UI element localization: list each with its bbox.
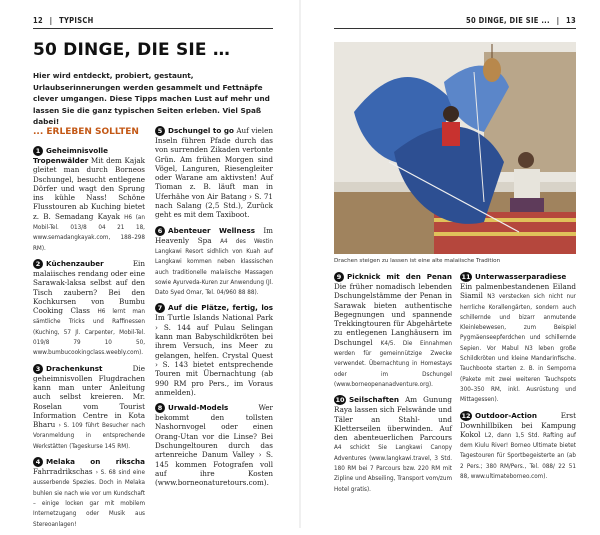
list-item	[334, 395, 452, 494]
item-number: 8	[155, 403, 165, 413]
item-body: Fahrradrikschas	[33, 467, 93, 477]
item-body: Ein palmenbestandenen Eiland Siamil	[460, 282, 576, 301]
item-heading: Seilschaften	[349, 395, 400, 405]
item-body: Die früher nomadisch lebenden Dschungelstämme der Penan in Sarawak bieten authentische Begegnungen und spannende Trekkingtouren für Abgehärtete zu entlegenen Langhäusern im Dschungel	[334, 282, 452, 347]
item-reference: L2, dann 1,5 Std. Rafting auf dem Kiulu River! Borneo Ultimate bietet Tagestouren für Sportbegeisterte an (ab 2 Pers.; 380 RM/Pers., Tel. 088/ 22 51 88, www.ultimateborneo.com).	[460, 431, 576, 481]
list-item	[33, 364, 145, 451]
item-body: Wer bekommt den tollsten Nashornvogel oder einen Orang-Utan vor die Linse? Bei Dschungeltouren durch das artenreiche Danum Valley › S. 145 kommen Fotografen voll auf ihre Kosten (www.borneonaturetours.com).	[155, 403, 273, 488]
item-body: Auf vielen Inseln führen Pfade durch das von surrenden Zikaden vertonte Grün. Am frühen Morgen sind Vögel, Languren, Riesengleiter oder Warane am aktivsten! Auf Tioman z. B. läuft man in Uferhähe von Air Batang › S. 71 nach Salang (2,5 Std.), Zurück geht es mit dem Taxiboot.	[155, 126, 273, 220]
item-reference-2: N3 leben große Schildkröten und kleine Mandarinfische. Tauchboote starten z. B. in Semporna (Pakete mit zwei weiteren Tauchspots 300–350 RM, inkl. Ausrüstung und Mittagessen).	[460, 344, 577, 404]
item-number: 2	[33, 259, 43, 269]
page-number-right: 13	[566, 16, 576, 25]
column-2	[155, 126, 273, 494]
item-body: Ein malaiisches rendang oder eine Sarawak-laksa selbst auf den Tisch zaubern? Bei den Kochkursen von Bumbu Cooking Class	[33, 258, 145, 316]
item-reference: H6 (an Mobil-Tel. 013/8 04 21 18, www.semadangkayak.com, 188–298 RM).	[33, 213, 145, 252]
item-number: 4	[33, 457, 43, 467]
item-heading: Küchenzauber	[46, 258, 104, 268]
section-heading: ... ERLEBEN SOLLTEN	[33, 127, 139, 137]
page-number-left: 12	[33, 16, 43, 25]
item-number: 7	[155, 303, 165, 313]
item-number: 1	[33, 146, 43, 156]
section-label-left: TYPISCH	[59, 16, 94, 25]
item-heading: Unterwasserparadiese	[475, 272, 567, 281]
item-heading: Auf die Plätze, fertig, los	[168, 303, 273, 313]
item-body: Im Turtle Islands National Park › S. 144 auf Pulau Selingan kann man Babyschildkröten bei ihrem Versuch, ins Meer zu gelangen, helfen. Crystal Quest › S. 143 bietet entsprechende Touren mit Übernachtung (ab 990 RM pro Pers., im Voraus anmelden).	[155, 313, 273, 397]
item-reference: N3 verstecken sich nicht nur herrliche Korallengärten, sondern auch schillernde und bizarr anmutende Kleinlebewesen, zum Beispiel Pygmäenseepferdchen und schillernde Sepien. Vor Mabul	[460, 293, 576, 352]
list-item	[460, 272, 576, 405]
header-rule-right	[334, 28, 576, 29]
item-body: Die geheimnisvollen Flugdrachen kann man unter Anleitung auch selbst kreieren. Mr. Roselan vom Tourist Information Centre in Kota Bharu	[33, 363, 145, 430]
list-item	[155, 303, 273, 397]
item-number: 11	[461, 273, 471, 281]
column-4	[460, 272, 576, 487]
item-heading: Abenteuer Wellness	[168, 225, 256, 235]
item-number: 10	[335, 396, 345, 405]
item-number: 6	[155, 226, 165, 236]
item-heading: Drachenkunst	[46, 363, 103, 373]
item-reference: K4/5. Die Einnahmen werden für gemeinnützige Zwecke verwendet. Übernachtung in Homestays oder im Dschungel (www.borneopenanadventure.org).	[334, 339, 452, 388]
kite-photo	[334, 42, 576, 254]
left-page	[0, 0, 299, 528]
item-reference: › S. 68 sind eine ausserbende Spezies. Doch in Melaka buhlen sie nach wie vor um Kundschaft – einige locken gar mit mobilem Internetzugang oder Musik aus Stereoanlagen!	[33, 469, 145, 528]
item-heading: Geheimnisvolle Tropenwälder	[33, 146, 109, 165]
list-item	[33, 457, 145, 529]
list-item	[334, 272, 452, 389]
list-item	[155, 226, 273, 298]
column-3	[334, 272, 452, 500]
kite-photo-illustration	[334, 42, 576, 254]
item-number: 12	[461, 411, 471, 420]
item-reference: H6 lernt man sämtliche Tricks und Raffinessen (Kuching, 57 Jl. Carpenter, Mobil-Tel. 019/8 79 10 50, www.bumbucookingclass.weebly.com).	[33, 308, 145, 357]
section-label-right: 50 DINGE, DIE SIE ...	[465, 16, 550, 25]
list-item	[155, 403, 273, 487]
list-item	[460, 411, 576, 482]
item-reference: A4 schickt Sie Langkawi Canopy Adventures (www.langkawi.travel, 3 Std. 180 RM bei 7 Parcours bzw. 220 RM mit Zipline und Abseiling, Transport vom/zum Hotel gratis).	[334, 444, 452, 493]
running-header-right: 50 DINGE, DIE SIE ... | 13	[465, 16, 576, 25]
item-body: Mit dem Kajak gleitet man durch Borneos Dschungel, besucht entlegene Dörfer und wagt den Sprung ins kühle Nass! Schöne Flusstouren ab Kuching bietet z. B. Semadang Kayak	[33, 156, 145, 221]
list-item	[155, 126, 273, 220]
page-title: 50 DINGE, DIE SIE …	[33, 40, 231, 60]
column-1	[33, 146, 145, 535]
item-heading: Melaka on rikscha	[46, 457, 145, 467]
item-heading: Outdoor-Action	[475, 410, 537, 420]
photo-caption: Drachen steigen zu lassen ist eine alte malaiische Tradition	[334, 258, 501, 264]
running-header-left: 12 | TYPISCH	[33, 16, 94, 25]
item-heading: Urwald-Models	[168, 403, 229, 413]
list-item	[33, 146, 145, 253]
item-reference: A4 des Westin Langkawi Resort sidhlich von Kuah auf Langkawi kommen neben klassischen auch traditionelle malaiische Massagen sowie Ayurveda-Kuren zur Anwendung (Jl. Dato Syed Omar, Tel. 04/960 88 88).	[155, 237, 273, 297]
item-number: 3	[33, 364, 43, 374]
item-number: 5	[155, 126, 165, 136]
item-heading: Picknick mit den Penan	[347, 272, 452, 281]
list-item	[33, 259, 145, 358]
item-reference: › S. 109 führt Besucher nach Voranmeldung in entsprechende Werkstätten (Tageskurse 145 RM).	[33, 422, 145, 450]
item-body: Im Heavenly Spa	[155, 225, 273, 245]
item-body: Erst Downhillbiken bei Kampung Kokol	[460, 410, 576, 439]
item-heading: Dschungel to go	[168, 126, 234, 135]
item-number: 9	[334, 272, 344, 282]
header-rule-left	[33, 28, 273, 29]
intro-paragraph: Hier wird entdeckt, probiert, gestaunt, Urlaubserinnerungen werden gesammelt und Fettnäpfe clever umgangen. Diese Tipps machen Lust auf mehr und lassen Sie die ganz typischen Seiten erleben. Viel Spaß dabei!	[33, 71, 270, 126]
item-body: Am Gunung Raya lassen sich Felswände und Täler an Stahl- und Kletterseilen überwinden. Auf den abenteuerlichen Parcours	[334, 395, 452, 443]
